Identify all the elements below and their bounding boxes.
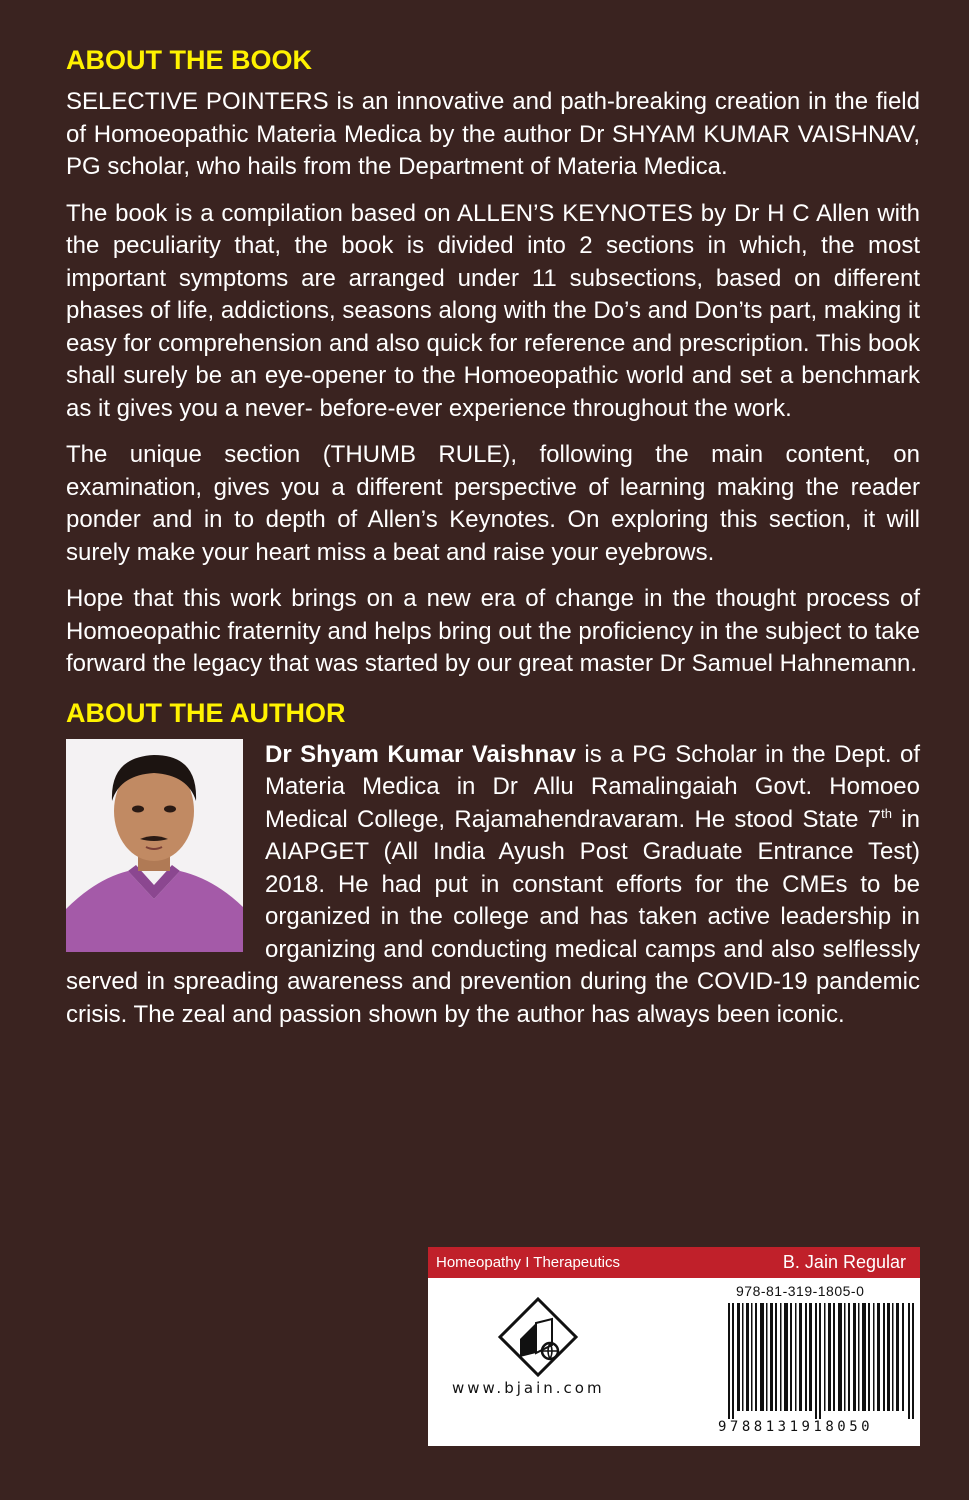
barcode-digits: 9788131918050: [718, 1419, 874, 1435]
barcode-icon: [728, 1303, 916, 1419]
author-bio-text-continued: in AIAPGET (All India Ayush Post Graduate Entrance Test) 2018. He had put in constant efforts for the CMEs to be organized in the college and has taken active leadership in organizing and conducting medical camps and also selflessly served in spreading awareness and prevention during the COVID-19 pandemic crisis. The zeal and passion shown by the author has always been iconic.: [66, 805, 920, 1028]
about-book-paragraph: Hope that this work brings on a new era of change in the thought process of Homoeopathic fraternity and helps bring out the proficiency in the subject to take forward the legacy that was started by our great master Dr Samuel Hahnemann.: [66, 585, 920, 677]
publisher-logo-icon: [496, 1295, 580, 1379]
about-author-heading: ABOUT THE AUTHOR: [66, 697, 346, 728]
author-photo: [66, 739, 243, 952]
imprint-label: B. Jain Regular: [782, 1252, 906, 1272]
about-book-paragraph: SELECTIVE POINTERS is an innovative and path-breaking creation in the field of Homoeopathic Materia Medica by the author Dr SHYAM KUMAR VAISHNAV, PG scholar, who hails from the Department of Materia Medica.: [66, 88, 920, 180]
publisher-website: www.bjain.com: [452, 1379, 605, 1397]
about-book-paragraph: The unique section (THUMB RULE), following the main content, on examination, gives you a different perspective of learning making the reader ponder and in to depth of Allen’s Keynotes. On exploring this section, it will surely make your heart miss a beat and raise your eyebrows.: [66, 441, 920, 566]
isbn-number: 978-81-319-1805-0: [736, 1283, 865, 1299]
publisher-bar: [428, 1247, 920, 1278]
back-cover-content: [66, 44, 920, 1031]
about-book-heading: ABOUT THE BOOK: [66, 45, 312, 75]
about-book-paragraph: The book is a compilation based on ALLEN’S KEYNOTES by Dr H C Allen with the peculiarity that, the book is divided into 2 sections in which, the most important symptoms are arranged under 11 subsections, based on different phases of life, addictions, seasons along with the Do’s and Don’ts part, making it easy for comprehension and also quick for reference and prescription. This book shall surely be an eye-opener to the Homoeopathic world and set a benchmark as it gives you a never- before-ever experience throughout the work.: [66, 199, 920, 422]
category-label: Homeopathy I Therapeutics: [436, 1254, 620, 1271]
publisher-box: [428, 1247, 920, 1446]
author-bio-text: is a PG Scholar in the Dept. of Materia Medica in Dr Allu Ramalingaiah Govt. Homoeo Medical College, Rajamahendravaram. He stood State 7: [265, 740, 921, 833]
author-bio: [66, 739, 920, 1032]
author-name: Dr Shyam Kumar Vaishnav: [265, 740, 576, 768]
rank-suffix: th: [881, 805, 892, 821]
